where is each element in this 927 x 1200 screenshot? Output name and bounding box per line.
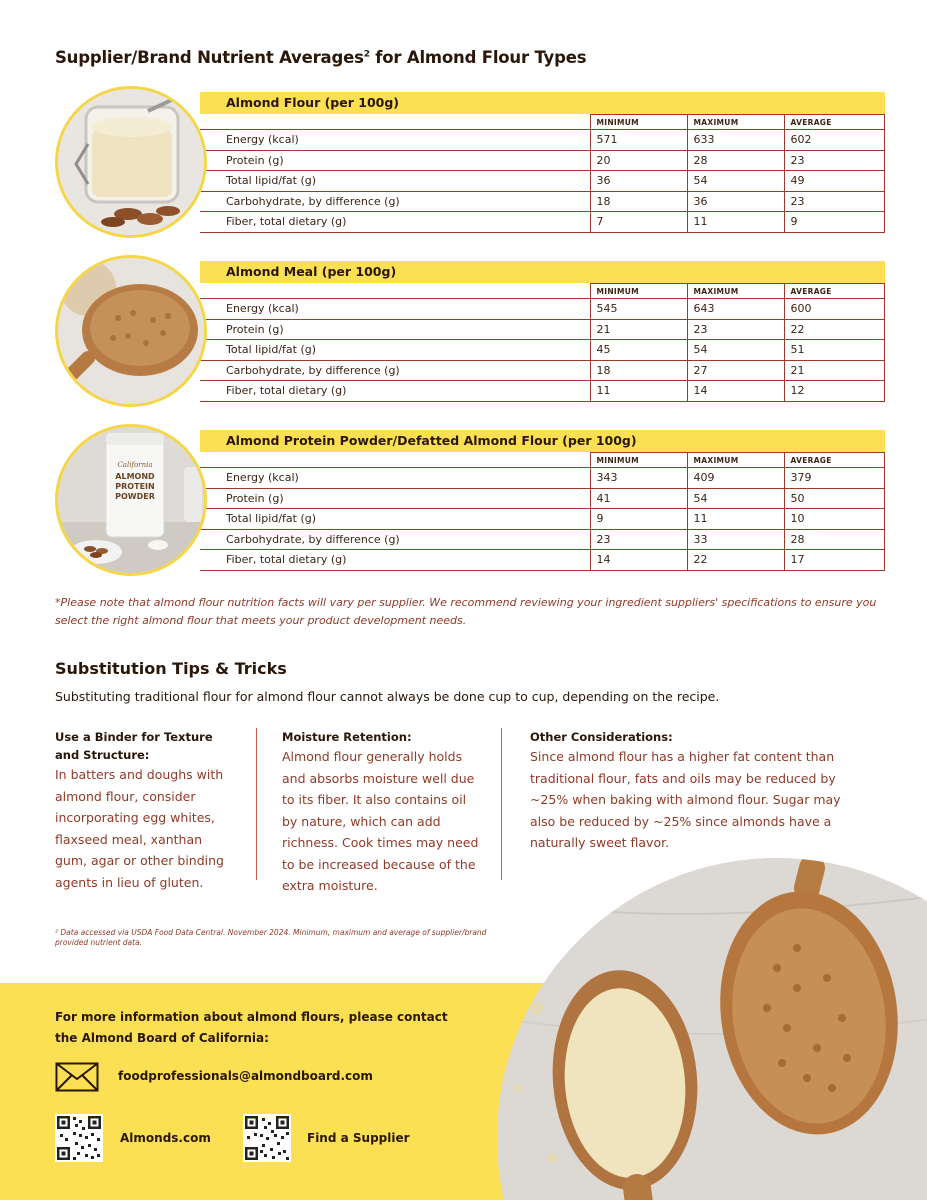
table-cell: 36	[687, 191, 784, 212]
tip-body: Since almond flour has a higher fat content than traditional flour, fats and oils may be reduced by ~25% when baking with almond flour. Sugar may also be reduced by ~25% since almonds have a naturally sweet flavor.	[530, 749, 841, 850]
table-cell: 22	[687, 550, 784, 571]
table-cell: 23	[784, 150, 885, 171]
table-cell: 23	[590, 529, 687, 550]
tip-column-binder	[55, 728, 235, 893]
tip-body: Almond flour generally holds and absorbs moisture well due to its fiber. It also contains oil by nature, which can add richness. Cook times may need to be increased because of the extra moisture.	[282, 749, 479, 893]
column-divider	[256, 728, 257, 880]
table-cell: 18	[590, 360, 687, 381]
supplier-disclaimer: *Please note that almond flour nutrition facts will vary per supplier. We recommend reviewing your ingredient suppliers' specifications to ensure you select the right almond flour that meets your product development needs.	[55, 596, 877, 627]
table-row	[200, 150, 885, 171]
table-row	[200, 509, 885, 530]
contact-text: For more information about almond flours, please contact the Almond Board of California:	[55, 1010, 448, 1045]
table-row	[200, 360, 885, 381]
column-header-average: AVERAGE	[784, 115, 885, 130]
svg-text:ALMOND: ALMOND	[115, 472, 155, 481]
column-header-maximum: MAXIMUM	[687, 115, 784, 130]
table-row	[200, 299, 885, 320]
row-label: Carbohydrate, by difference (g)	[200, 191, 590, 212]
row-label: Total lipid/fat (g)	[200, 171, 590, 192]
column-header-minimum: MINIMUM	[590, 115, 687, 130]
table-cell: 643	[687, 299, 784, 320]
nutrient-table	[200, 283, 885, 402]
row-label: Energy (kcal)	[200, 130, 590, 151]
table-cell: 11	[687, 509, 784, 530]
table-cell: 27	[687, 360, 784, 381]
row-label: Protein (g)	[200, 488, 590, 509]
table-cell: 45	[590, 340, 687, 361]
table-row	[200, 191, 885, 212]
table-cell: 10	[784, 509, 885, 530]
column-header-average: AVERAGE	[784, 453, 885, 468]
table-cell: 49	[784, 171, 885, 192]
almonds-com-link[interactable]: Almonds.com	[120, 1131, 211, 1145]
table-cell: 54	[687, 340, 784, 361]
almond-flour-jar-photo	[55, 86, 207, 238]
table-row	[200, 468, 885, 489]
blank-header-cell	[200, 284, 590, 299]
find-a-supplier-link[interactable]: Find a Supplier	[307, 1131, 410, 1145]
table-cell: 28	[687, 150, 784, 171]
table-cell: 54	[687, 171, 784, 192]
blank-header-cell	[200, 453, 590, 468]
table-row	[200, 130, 885, 151]
table-row	[200, 319, 885, 340]
table-title: Almond Flour (per 100g)	[226, 95, 400, 110]
svg-text:POWDER: POWDER	[115, 492, 155, 501]
column-header-minimum: MINIMUM	[590, 284, 687, 299]
nutrient-table	[200, 114, 885, 233]
table-cell: 14	[687, 381, 784, 402]
tip-heading: Other Considerations:	[530, 730, 673, 744]
table-row	[200, 171, 885, 192]
table-cell: 7	[590, 212, 687, 233]
table-cell: 12	[784, 381, 885, 402]
table-row	[200, 529, 885, 550]
table-cell: 41	[590, 488, 687, 509]
table-cell: 28	[784, 529, 885, 550]
table-cell: 9	[784, 212, 885, 233]
svg-text:California: California	[117, 461, 153, 469]
section-title: Substitution Tips & Tricks	[55, 659, 287, 678]
table-cell: 21	[590, 319, 687, 340]
table-cell: 11	[687, 212, 784, 233]
page-title: Supplier/Brand Nutrient Averages$^2$ for Almond Flour Types	[55, 48, 587, 67]
table-row	[200, 488, 885, 509]
tip-body: In batters and doughs with almond flour, consider incorporating egg whites, flaxseed meal, xanthan gum, agar or other binding agents in lieu of gluten.	[55, 767, 224, 890]
column-divider	[501, 728, 502, 880]
qr-code-icon[interactable]	[243, 1114, 291, 1162]
row-label: Carbohydrate, by difference (g)	[200, 529, 590, 550]
table-cell: 20	[590, 150, 687, 171]
table-row	[200, 212, 885, 233]
column-header-minimum: MINIMUM	[590, 453, 687, 468]
table-cell: 18	[590, 191, 687, 212]
table-cell: 571	[590, 130, 687, 151]
table-cell: 33	[687, 529, 784, 550]
table-cell: 11	[590, 381, 687, 402]
column-header-maximum: MAXIMUM	[687, 453, 784, 468]
tip-column-moisture	[282, 728, 482, 897]
table-cell: 600	[784, 299, 885, 320]
row-label: Fiber, total dietary (g)	[200, 381, 590, 402]
row-label: Protein (g)	[200, 150, 590, 171]
row-label: Energy (kcal)	[200, 299, 590, 320]
data-source-footnote: ² Data accessed via USDA Food Data Central. November 2024. Minimum, maximum and average of supplier/brand provided nutrient data.	[55, 928, 487, 947]
row-label: Total lipid/fat (g)	[200, 509, 590, 530]
nutrient-table-almond-meal	[0, 261, 927, 431]
column-header-average: AVERAGE	[784, 284, 885, 299]
table-cell: 545	[590, 299, 687, 320]
almond-protein-powder-photo	[55, 424, 207, 576]
table-cell: 23	[784, 191, 885, 212]
table-cell: 36	[590, 171, 687, 192]
table-cell: 50	[784, 488, 885, 509]
svg-text:PROTEIN: PROTEIN	[115, 482, 155, 491]
row-label: Fiber, total dietary (g)	[200, 550, 590, 571]
table-cell: 51	[784, 340, 885, 361]
email-link[interactable]: foodprofessionals@almondboard.com	[118, 1069, 373, 1083]
qr-code-icon[interactable]	[55, 1114, 103, 1162]
table-row	[200, 550, 885, 571]
table-cell: 14	[590, 550, 687, 571]
almond-flour-spoons-photo	[497, 858, 927, 1200]
table-cell: 21	[784, 360, 885, 381]
row-label: Carbohydrate, by difference (g)	[200, 360, 590, 381]
tip-column-other	[530, 728, 855, 854]
section-intro: Substituting traditional flour for almond flour cannot always be done cup to cup, depending on the recipe.	[55, 689, 720, 704]
table-cell: 54	[687, 488, 784, 509]
row-label: Protein (g)	[200, 319, 590, 340]
table-row	[200, 381, 885, 402]
table-cell: 379	[784, 468, 885, 489]
nutrient-table-almond-protein-powder	[0, 430, 927, 600]
blank-header-cell	[200, 115, 590, 130]
table-cell: 633	[687, 130, 784, 151]
table-cell: 602	[784, 130, 885, 151]
column-header-maximum: MAXIMUM	[687, 284, 784, 299]
table-cell: 9	[590, 509, 687, 530]
nutrient-table	[200, 452, 885, 571]
table-cell: 23	[687, 319, 784, 340]
table-title: Almond Meal (per 100g)	[226, 264, 397, 279]
nutrient-table-almond-flour	[0, 92, 927, 262]
table-cell: 17	[784, 550, 885, 571]
row-label: Total lipid/fat (g)	[200, 340, 590, 361]
envelope-icon	[55, 1062, 99, 1092]
table-cell: 409	[687, 468, 784, 489]
almond-meal-spoon-photo	[55, 255, 207, 407]
table-cell: 343	[590, 468, 687, 489]
table-title: Almond Protein Powder/Defatted Almond Flour (per 100g)	[226, 433, 637, 448]
table-cell: 22	[784, 319, 885, 340]
table-row	[200, 340, 885, 361]
tip-heading: Use a Binder for Texture and Structure:	[55, 730, 213, 762]
row-label: Fiber, total dietary (g)	[200, 212, 590, 233]
row-label: Energy (kcal)	[200, 468, 590, 489]
tip-heading: Moisture Retention:	[282, 730, 412, 744]
